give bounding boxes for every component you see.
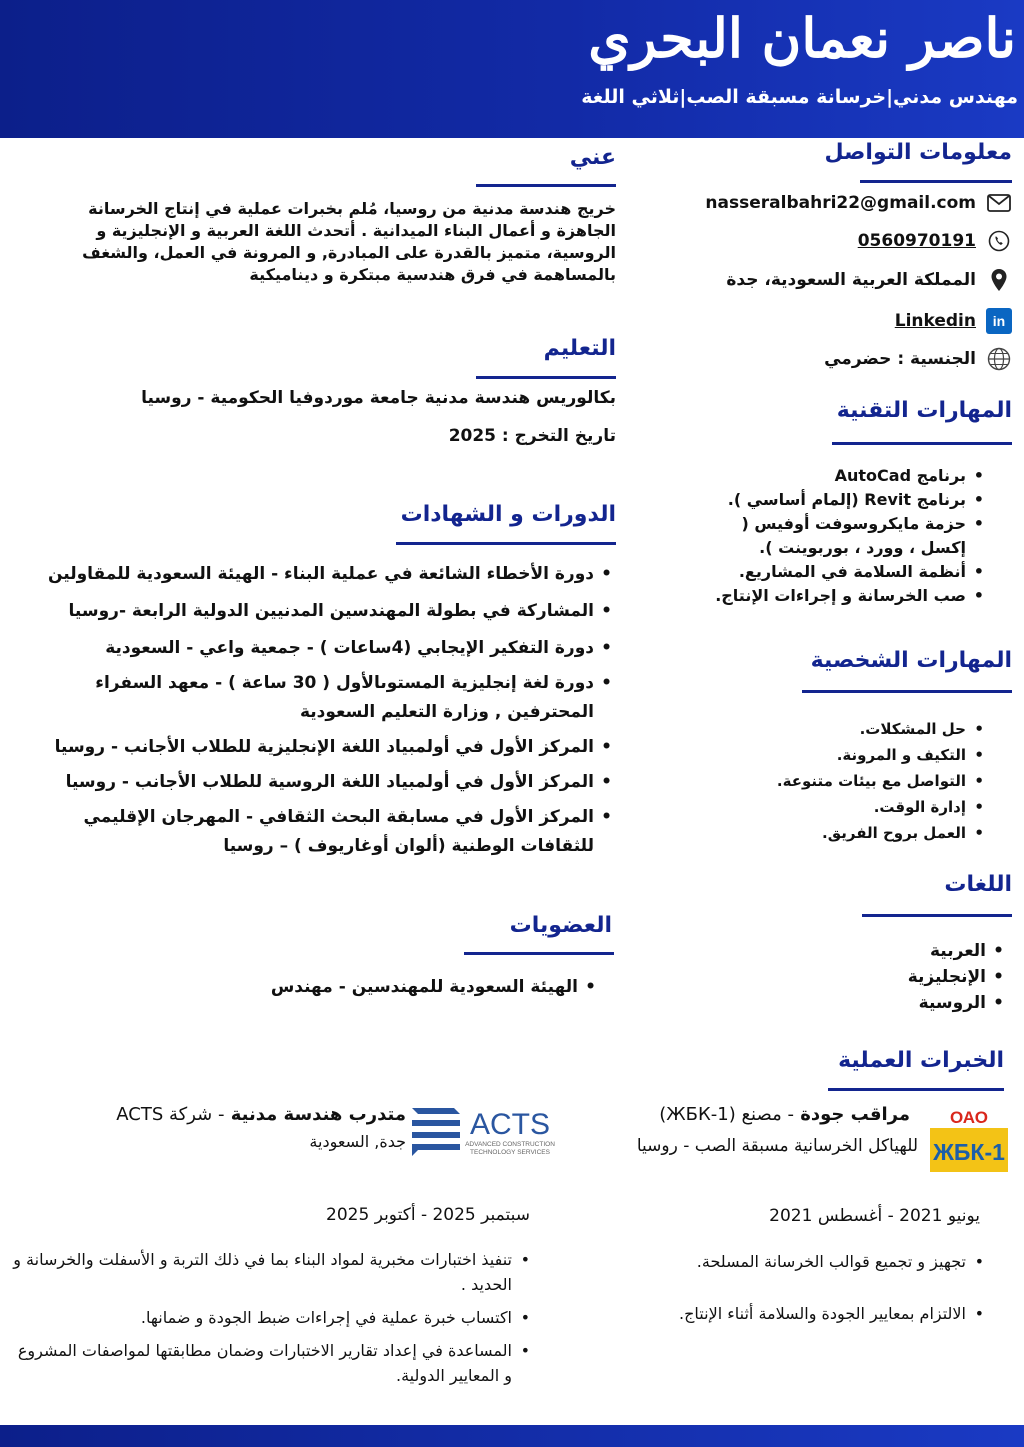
list-item: • التكيف و المرونة. xyxy=(724,742,984,768)
soft-skills-list xyxy=(724,716,984,846)
soft-skills-underline xyxy=(802,690,1012,693)
languages-title: اللغات xyxy=(944,872,1012,897)
list-item: • التواصل مع بيئات متنوعة. xyxy=(724,768,984,794)
contact-email-row[interactable] xyxy=(705,190,1012,216)
education-underline xyxy=(476,376,616,379)
courses-list xyxy=(14,560,612,861)
contact-location-row xyxy=(726,267,1012,293)
tech-skills-list xyxy=(694,464,984,608)
linkedin-icon[interactable]: in xyxy=(986,308,1012,334)
acts-logo-sub1: ADVANCED CONSTRUCTION xyxy=(465,1141,555,1148)
contact-linkedin-row[interactable] xyxy=(895,308,1012,334)
list-item: • دورة لغة إنجليزية المستوىالأول ( 30 ساعة ) - معهد السفراء المحترفين , وزارة التعليم السعودية xyxy=(14,669,612,727)
job1-header xyxy=(659,1104,910,1125)
soft-skills-title: المهارات الشخصية xyxy=(810,648,1012,673)
list-item: • المركز الأول في أولمبياد اللغة الروسية للطلاب الأجانب - روسيا xyxy=(14,768,612,797)
about-title: عني xyxy=(569,145,616,170)
zhbk-logo xyxy=(928,1104,1010,1184)
experience-underline xyxy=(828,1088,1004,1091)
languages-list xyxy=(844,938,1004,1016)
header-banner xyxy=(0,0,1024,138)
job2-duties xyxy=(12,1247,530,1388)
list-item: • العمل بروح الفريق. xyxy=(724,820,984,846)
list-item: • حل المشكلات. xyxy=(724,716,984,742)
job1-company-desc: للهياكل الخرسانية مسبقة الصب - روسيا xyxy=(636,1136,918,1156)
list-item: • الروسية xyxy=(844,990,1004,1016)
contact-phone-row[interactable] xyxy=(858,228,1012,254)
contact-phone[interactable]: 0560970191 xyxy=(857,231,976,251)
contact-underline xyxy=(860,180,1012,183)
contact-location: المملكة العربية السعودية، جدة xyxy=(726,270,976,290)
list-item: • الالتزام بمعايير الجودة والسلامة أثناء الإنتاج. xyxy=(624,1302,984,1326)
contact-linkedin[interactable]: Linkedin xyxy=(894,311,976,331)
courses-underline xyxy=(396,542,616,545)
envelope-icon xyxy=(986,190,1012,216)
job1-company: - مصنع (ЖБК-1) xyxy=(659,1104,794,1125)
languages-underline xyxy=(862,914,1012,917)
acts-logo-text: ACTS xyxy=(469,1108,551,1141)
list-item: • العربية xyxy=(844,938,1004,964)
memberships-underline xyxy=(464,952,614,955)
job1-role: مراقب جودة xyxy=(800,1104,910,1125)
tech-skills-title: المهارات التقنية xyxy=(836,398,1012,423)
list-item: • اكتساب خبرة عملية في إجراءات ضبط الجودة و ضمانها. xyxy=(12,1305,530,1330)
person-name: ناصر نعمان البحري xyxy=(588,6,1016,70)
tech-skills-underline xyxy=(832,442,1012,445)
list-item: • الهيئة السعودية للمهندسين - مهندس xyxy=(216,974,596,1000)
list-item: • صب الخرسانة و إجراءات الإنتاج. xyxy=(694,584,984,608)
list-item: • تجهيز و تجميع قوالب الخرسانة المسلحة. xyxy=(624,1250,984,1274)
contact-nationality-row xyxy=(824,346,1012,372)
phone-icon xyxy=(986,228,1012,254)
list-item: • برنامج AutoCad xyxy=(694,464,984,488)
list-item: • المركز الأول في مسابقة البحث الثقافي - المهرجان الإقليمي للثقافات الوطنية (ألوان أوغاريوف ) – روسيا xyxy=(14,803,612,861)
about-text: خريج هندسة مدنية من روسيا، مُلم بخبرات عملية في إنتاج الخرسانة الجاهزة و أعمال البناء الميدانية . أتحدث اللغة العربية و الإنجليزية و الروسية، متميز بالقدرة على المبادرة, و المرونة في العمل، والشغف بالمساهمة في فرق هندسية مبتكرة و ديناميكية xyxy=(82,199,616,284)
education-degree: بكالوريس هندسة مدنية جامعة موردوفيا الحكومية - روسيا xyxy=(141,388,616,408)
memberships-list xyxy=(216,974,596,1000)
courses-title: الدورات و الشهادات xyxy=(400,502,616,527)
list-item: • أنظمة السلامة في المشاريع. xyxy=(694,560,984,584)
job1-duties xyxy=(624,1250,984,1326)
list-item: • حزمة مايكروسوفت أوفيس ( إكسل ، وورد ، بوربوينت ). xyxy=(694,512,984,560)
education-graduation: تاريخ التخرج : 2025 xyxy=(448,426,616,446)
list-item: • المساعدة في إعداد تقارير الاختبارات وضمان مطابقتها لمواصفات المشروع و المعايير الدولية. xyxy=(12,1338,530,1388)
list-item: • إدارة الوقت. xyxy=(724,794,984,820)
list-item: • تنفيذ اختبارات مخبرية لمواد البناء بما في ذلك التربة و الأسفلت والخرسانة و الحديد . xyxy=(12,1247,530,1297)
list-item: • المشاركة في بطولة المهندسين المدنيين الدولية الرابعة -روسيا xyxy=(14,597,612,626)
job2-company: - شركة ACTS xyxy=(116,1104,225,1125)
acts-logo xyxy=(410,1104,560,1160)
about-underline xyxy=(476,184,616,187)
job2-header xyxy=(116,1104,406,1125)
job2-role: متدرب هندسة مدنية xyxy=(230,1104,406,1125)
list-item: • دورة التفكير الإيجابي (4ساعات ) - جمعية واعي - السعودية xyxy=(14,634,612,663)
memberships-title: العضويات xyxy=(509,913,612,938)
acts-logo-sub2: TECHNOLOGY SERVICES xyxy=(470,1149,550,1156)
contact-email[interactable]: nasseralbahri22@gmail.com xyxy=(705,193,976,213)
list-item: • الإنجليزية xyxy=(844,964,1004,990)
job2-dates: سبتمبر 2025 - أكتوبر 2025 xyxy=(326,1205,530,1225)
job2-company-desc: جدة, السعودية xyxy=(309,1132,406,1151)
list-item: • برنامج Revit (إلمام أساسي ). xyxy=(694,488,984,512)
zhbk-logo-text: ЖБК-1 xyxy=(933,1139,1005,1165)
job1-dates: يونيو 2021 - أغسطس 2021 xyxy=(769,1206,980,1226)
map-pin-icon xyxy=(986,267,1012,293)
globe-icon xyxy=(986,346,1012,372)
list-item: • دورة الأخطاء الشائعة في عملية البناء - الهيئة السعودية للمقاولين xyxy=(14,560,612,589)
contact-title: معلومات التواصل xyxy=(824,140,1012,165)
contact-nationality: الجنسية : حضرمي xyxy=(824,349,976,369)
person-subtitle: مهندس مدني|خرسانة مسبقة الصب|ثلاثي اللغة xyxy=(581,86,1018,108)
list-item: • المركز الأول في أولمبياد اللغة الإنجليزية للطلاب الأجانب - روسيا xyxy=(14,733,612,762)
footer-bar xyxy=(0,1425,1024,1447)
education-title: التعليم xyxy=(543,336,616,361)
experience-title: الخبرات العملية xyxy=(838,1048,1004,1073)
zhbk-logo-top-text: ОАО xyxy=(949,1108,989,1127)
